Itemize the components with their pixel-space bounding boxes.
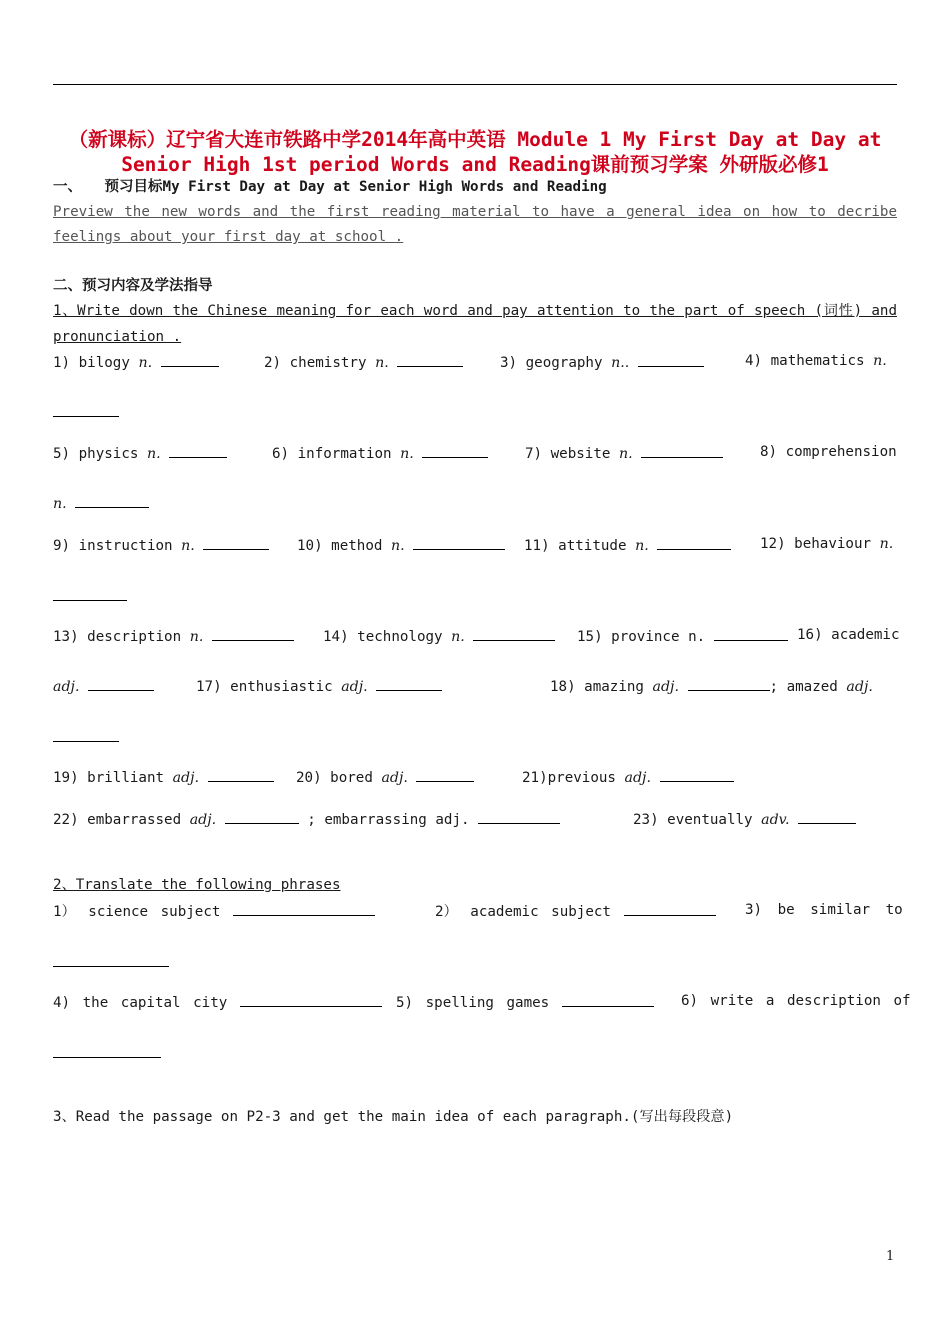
phrase-item-6-blank xyxy=(53,1043,161,1063)
doc-title-line1: （新课标）辽宁省大连市铁路中学2014年高中英语 Module 1 My First Day at Day at xyxy=(68,128,882,151)
word-item-16-pos: adj. xyxy=(53,676,154,696)
section2-heading: 二、预习内容及学法指导 xyxy=(53,278,213,294)
word-item-21: 21)previous adj. xyxy=(522,767,734,787)
phrase-item-4: 4) the capital city xyxy=(53,992,382,1012)
answer-blank[interactable] xyxy=(660,767,734,782)
answer-blank[interactable] xyxy=(562,992,654,1007)
word-item-23: 23) eventually adv. xyxy=(633,809,856,829)
answer-blank[interactable] xyxy=(53,952,169,967)
answer-blank[interactable] xyxy=(75,493,149,508)
word-item-9: 9) instruction n. xyxy=(53,535,269,555)
answer-blank[interactable] xyxy=(233,901,375,916)
word-item-19: 19) brilliant adj. xyxy=(53,767,274,787)
doc-title-line2: Senior High 1st period Words and Reading课前预习学案 外研版必修1 xyxy=(121,153,829,176)
answer-blank[interactable] xyxy=(641,443,723,458)
section1-title-rest: My First Day at Day at Senior High Words and Reading xyxy=(162,179,607,195)
word-item-12: 12) behaviour n. xyxy=(760,536,894,552)
phrase-item-3: 3) be similar to xyxy=(745,902,903,918)
section1-title: 预习目标 xyxy=(104,179,163,195)
answer-blank[interactable] xyxy=(473,626,555,641)
answer-blank[interactable] xyxy=(413,535,505,550)
word-item-2: 2) chemistry n. xyxy=(264,352,463,372)
phrase-item-1: 1） science subject xyxy=(53,901,375,921)
word-item-20: 20) bored adj. xyxy=(296,767,474,787)
word-item-5: 5) physics n. xyxy=(53,443,227,463)
answer-blank[interactable] xyxy=(203,535,269,550)
word-item-12-blank xyxy=(53,586,127,606)
word-item-7: 7) website n. xyxy=(525,443,723,463)
word-item-18: 18) amazing adj. ; amazed adj. xyxy=(550,676,873,696)
answer-blank[interactable] xyxy=(225,809,299,824)
header-rule xyxy=(53,84,897,85)
answer-blank[interactable] xyxy=(376,676,442,691)
answer-blank[interactable] xyxy=(88,676,154,691)
answer-blank[interactable] xyxy=(638,352,704,367)
answer-blank[interactable] xyxy=(798,809,856,824)
answer-blank[interactable] xyxy=(714,626,788,641)
answer-blank[interactable] xyxy=(416,767,474,782)
answer-blank[interactable] xyxy=(161,352,219,367)
word-item-3: 3) geography n.. xyxy=(500,352,704,372)
answer-blank[interactable] xyxy=(240,992,382,1007)
answer-blank[interactable] xyxy=(208,767,274,782)
word-item-6: 6) information n. xyxy=(272,443,488,463)
answer-blank[interactable] xyxy=(53,727,119,742)
word-item-14: 14) technology n. xyxy=(323,626,555,646)
answer-blank[interactable] xyxy=(53,586,127,601)
task2-heading: 2、Translate the following phrases xyxy=(53,877,341,893)
section1-text-line2: feelings about your first day at school . xyxy=(53,229,404,245)
word-item-22: 22) embarrassed adj. ; embarrassing adj. xyxy=(53,809,560,829)
phrase-item-5: 5) spelling games xyxy=(396,992,654,1012)
answer-blank[interactable] xyxy=(422,443,488,458)
page-number: 1 xyxy=(886,1249,895,1264)
word-item-15: 15) province n. xyxy=(577,626,788,646)
answer-blank[interactable] xyxy=(478,809,560,824)
word-item-8: 8) comprehension xyxy=(760,444,897,460)
answer-blank[interactable] xyxy=(212,626,294,641)
section1-heading xyxy=(53,178,897,196)
task1-line2: pronunciation . xyxy=(53,329,182,345)
answer-blank[interactable] xyxy=(53,1043,161,1058)
word-item-11: 11) attitude n. xyxy=(524,535,731,555)
word-item-4: 4) mathematics n. xyxy=(745,353,887,369)
phrase-item-3-blank xyxy=(53,952,169,972)
word-item-10: 10) method n. xyxy=(297,535,505,555)
word-item-17: 17) enthusiastic adj. xyxy=(196,676,442,696)
answer-blank[interactable] xyxy=(169,443,227,458)
task1-line1: 1、Write down the Chinese meaning for each word and pay attention to the part of speech (词性) and xyxy=(53,303,897,319)
word-item-8-pos: n. xyxy=(53,493,149,513)
answer-blank[interactable] xyxy=(688,676,770,691)
answer-blank[interactable] xyxy=(397,352,463,367)
word-item-16: 16) academic xyxy=(797,627,900,643)
word-item-1: 1) bilogy n. xyxy=(53,352,219,372)
word-item-4-blank xyxy=(53,402,119,422)
answer-blank[interactable] xyxy=(624,901,716,916)
section1-num: 一、 xyxy=(53,179,82,195)
task3-heading: 3、Read the passage on P2-3 and get the main idea of each paragraph.(写出每段段意) xyxy=(53,1109,734,1125)
answer-blank[interactable] xyxy=(657,535,731,550)
section1-text-line1: Preview the new words and the first reading material to have a general idea on how to decribe xyxy=(53,204,897,220)
word-item-13: 13) description n. xyxy=(53,626,294,646)
word-item-18b-blank xyxy=(53,727,119,747)
phrase-item-6: 6) write a description of xyxy=(681,993,911,1009)
phrase-item-2: 2） academic subject xyxy=(435,901,716,921)
answer-blank[interactable] xyxy=(53,402,119,417)
